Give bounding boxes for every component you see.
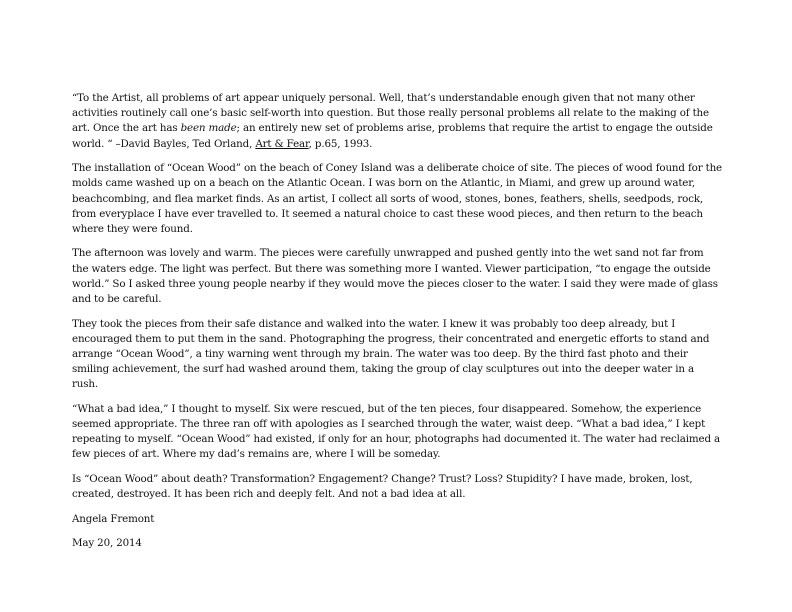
quote-attribution: ; an entirely new set of problems arise, problems that require the artist to engage the outside world. “ –David Bayles, Ted Orland, (72, 122, 713, 150)
body-paragraph-water: They took the pieces from their safe distance and walked into the water. I knew it was probably too deep already, but I encouraged them to put them in the sand. Photographing the progress, their concentrated and energetic efforts to stand and arrange “Ocean Wood”, a tiny warning went through my brain. The water was too deep. By the third fast photo and their smiling achievement, the surf had washed around them, taking the group of clay sculptures out into the deeper water in a rush. (72, 317, 710, 391)
author-name: Angela Fremont (72, 512, 155, 525)
book-title: Art & Fear (255, 137, 309, 150)
document-page (72, 91, 722, 561)
body-paragraph-reflection: Is “Ocean Wood” about death? Transformation? Engagement? Change? Trust? Loss? Stupidity? I have made, broken, lost, created, destroyed. It has been rich and deeply felt. And not a bad idea at all. (72, 472, 693, 501)
quote-text: “To the Artist, all problems of art appear uniquely personal. Well, that’s understandable enough given that not many other activities routinely call one’s basic self-worth into question. But those really personal problems all relate to the making of the art. Once the art has (72, 92, 709, 135)
document-date: May 20, 2014 (72, 537, 142, 550)
quote-italic: been made (180, 122, 237, 135)
body-paragraph-installation: The installation of “Ocean Wood” on the beach of Coney Island was a deliberate choice of site. The pieces of wood found for the molds came washed up on a beach on the Atlantic Ocean. I was born on the Atlantic, in Miami, and grew up around water, beachcombing, and flea market finds. As an artist, I collect all sorts of wood, stones, bones, feathers, shells, seedpods, rock, from everyplace I have ever travelled to. It seemed a natural choice to cast these wood pieces, and then return to the beach where they were found. (72, 162, 722, 235)
epigraph-quote (72, 91, 722, 152)
body-paragraph-bad-idea: “What a bad idea,” I thought to myself. Six were rescued, but of the ten pieces, four disappeared. Somehow, the experience seemed appropriate. The three ran off with apologies as I searched through the water, waist deep. “What a bad idea,” I kept repeating to myself. “Ocean Wood” had existed, if only for an hour, photographs had documented it. The water had reclaimed a few pieces of art. Where my dad’s remains are, where I will be someday. (72, 402, 720, 461)
body-paragraph-afternoon: The afternoon was lovely and warm. The pieces were carefully unwrapped and pushed gently into the wet sand not far from the waters edge. The light was perfect. But there was something more I wanted. Viewer participation, “to engage the outside world.” So I asked three young people nearby if they would move the pieces closer to the water. I said they were made of glass and to be careful. (72, 247, 718, 306)
citation-end: , p.65, 1993. (308, 137, 373, 150)
